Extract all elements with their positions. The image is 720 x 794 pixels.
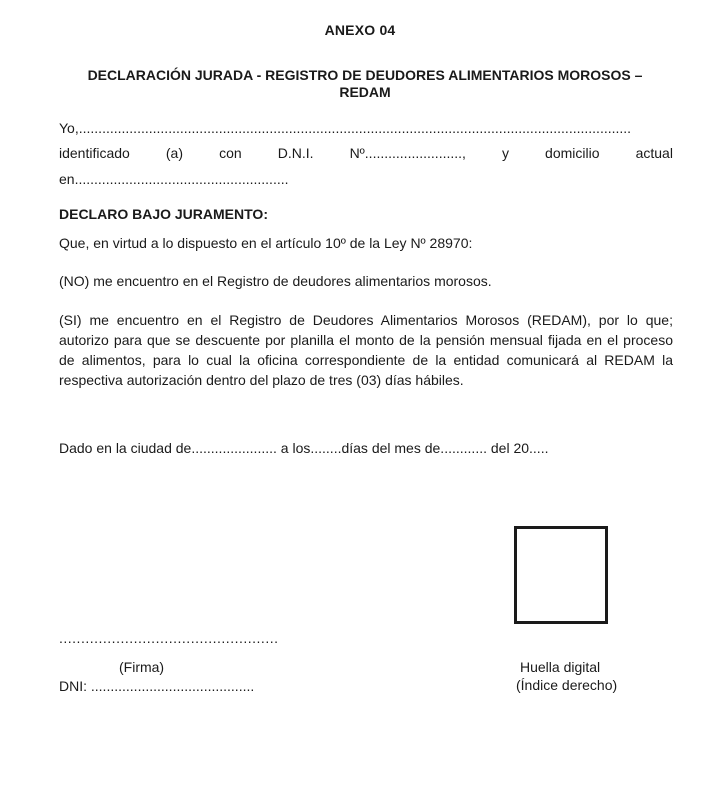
identification-line (59, 144, 673, 163)
annex-title: ANEXO 04 (324, 22, 396, 38)
fingerprint-box (514, 526, 608, 624)
identification-word: domicilio (545, 145, 600, 161)
legal-basis-paragraph: Que, en virtud a lo dispuesto en el artículo 10º de la Ley Nº 28970: (59, 235, 473, 251)
fingerprint-finger-label: (Índice derecho) (516, 677, 618, 693)
dni-number-field: Nº........................., (349, 145, 466, 161)
name-fill-line: Yo,.............................................................................................................................................. (59, 120, 632, 136)
place-date-line: Dado en la ciudad de...................... a los........días del mes de............ del 20..... (59, 440, 549, 456)
option-si-paragraph: (SI) me encuentro en el Registro de Deudores Alimentarios Morosos (REDAM), por lo que; autorizo para que se descuente por planilla el monto de la pensión mensual fijada en el proceso de alimentos, para lo cual la oficina correspondiente de la entidad comunicará al REDAM la respectiva autorización dentro del plazo de tres (03) días hábiles. (59, 312, 673, 388)
identification-word: con (219, 145, 242, 161)
option-no-paragraph: (NO) me encuentro en el Registro de deudores alimentarios morosos. (59, 273, 492, 289)
signature-line: .................................................. (59, 630, 279, 646)
identification-word: D.N.I. (277, 145, 314, 161)
document-title: DECLARACIÓN JURADA - REGISTRO DE DEUDORES ALIMENTARIOS MOROSOS – REDAM (87, 67, 643, 100)
dni-signature-line: DNI: .......................................... (59, 678, 255, 694)
identification-word: y (501, 145, 509, 161)
identification-word: (a) (165, 145, 184, 161)
identification-word: identificado (59, 145, 130, 161)
signature-label: (Firma) (119, 659, 165, 675)
fingerprint-label: Huella digital (520, 659, 601, 675)
declaration-heading: DECLARO BAJO JURAMENTO: (59, 206, 268, 222)
address-fill-line: en....................................................... (59, 171, 289, 187)
identification-word: actual (635, 145, 673, 161)
